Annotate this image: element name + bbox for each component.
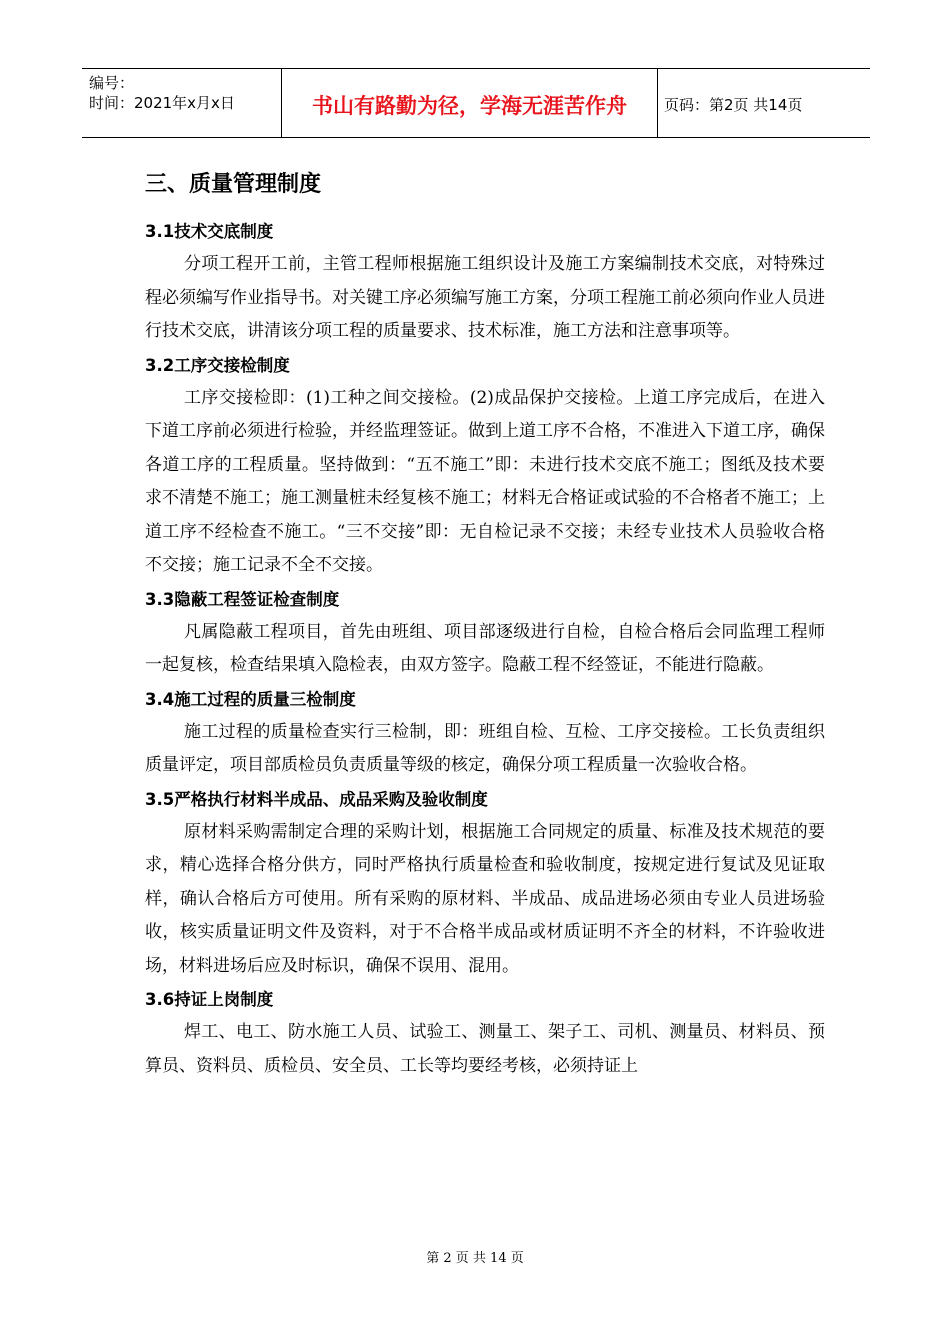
subsection-paragraph: 凡属隐蔽工程项目，首先由班组、项目部逐级进行自检，自检合格后会同监理工程师一起复核，检查结果填入隐检表，由双方签字。隐蔽工程不经签证，不能进行隐蔽。	[145, 621, 825, 675]
subsection-heading: 3.4施工过程的质量三检制度	[145, 689, 356, 709]
page-footer: 第 2 页 共 14 页	[426, 1251, 524, 1266]
header-meta	[82, 69, 282, 137]
subsection-paragraph: 分项工程开工前，主管工程师根据施工组织设计及施工方案编制技术交底，对特殊过程必须编写作业指导书。对关键工序必须编写施工方案，分项工程施工前必须向作业人员进行技术交底，讲清该分项工程的质量要求、技术标准，施工方法和注意事项等。	[145, 254, 825, 341]
subsection-heading: 3.1技术交底制度	[145, 222, 274, 241]
header-number-label: 编号：	[89, 74, 135, 92]
subsection-heading: 3.3隐蔽工程签证检查制度	[145, 589, 340, 609]
subsection-paragraph: 工序交接检即：(1)工种之间交接检。(2)成品保护交接检。上道工序完成后，在进入下道工序前必须进行检验，并经监理签证。做到上道工序不合格，不准进入下道工序，确保各道工序的工程质量。坚持做到：“五不施工”即：未进行技术交底不施工；图纸及技术要求不清楚不施工；施工测量桩未经复核不施工；材料无合格证或试验的不合格者不施工；上道工序不经检查不施工。“三不交接”即：无自检记录不交接；未经专业技术人员验收合格不交接；施工记录不全不交接。	[145, 387, 825, 575]
document-header	[82, 68, 870, 138]
subsection-paragraph: 原材料采购需制定合理的采购计划，根据施工合同规定的质量、标准及技术规范的要求，精心选择合格分供方，同时严格执行质量检查和验收制度，按规定进行复试及见证取样，确认合格后方可使用。所有采购的原材料、半成品、成品进场必须由专业人员进场验收，核实质量证明文件及资料，对于不合格半成品或材质证明不齐全的材料，不许验收进场，材料进场后应及时标识，确保不误用、混用。	[145, 821, 825, 976]
subsection-paragraph: 焊工、电工、防水施工人员、试验工、测量工、架子工、司机、测量员、材料员、预算员、资料员、质检员、安全员、工长等均要经考核，必须持证上	[145, 1022, 825, 1076]
subsection-heading: 3.2工序交接检制度	[145, 355, 290, 375]
header-motto: 书山有路勤为径，学海无涯苦作舟	[282, 69, 658, 137]
document-body	[145, 165, 825, 1083]
subsection-heading: 3.5严格执行材料半成品、成品采购及验收制度	[145, 789, 488, 809]
header-page-code: 页码：第2页 共14页	[664, 95, 803, 114]
section-title: 三、质量管理制度	[145, 172, 322, 197]
header-time-label: 时间：2021年x月x日	[89, 94, 235, 112]
subsection-paragraph: 施工过程的质量检查实行三检制，即：班组自检、互检、工序交接检。工长负责组织质量评定，项目部质检员负责质量等级的核定，确保分项工程质量一次验收合格。	[145, 721, 825, 775]
subsection-heading: 3.6持证上岗制度	[145, 990, 274, 1009]
